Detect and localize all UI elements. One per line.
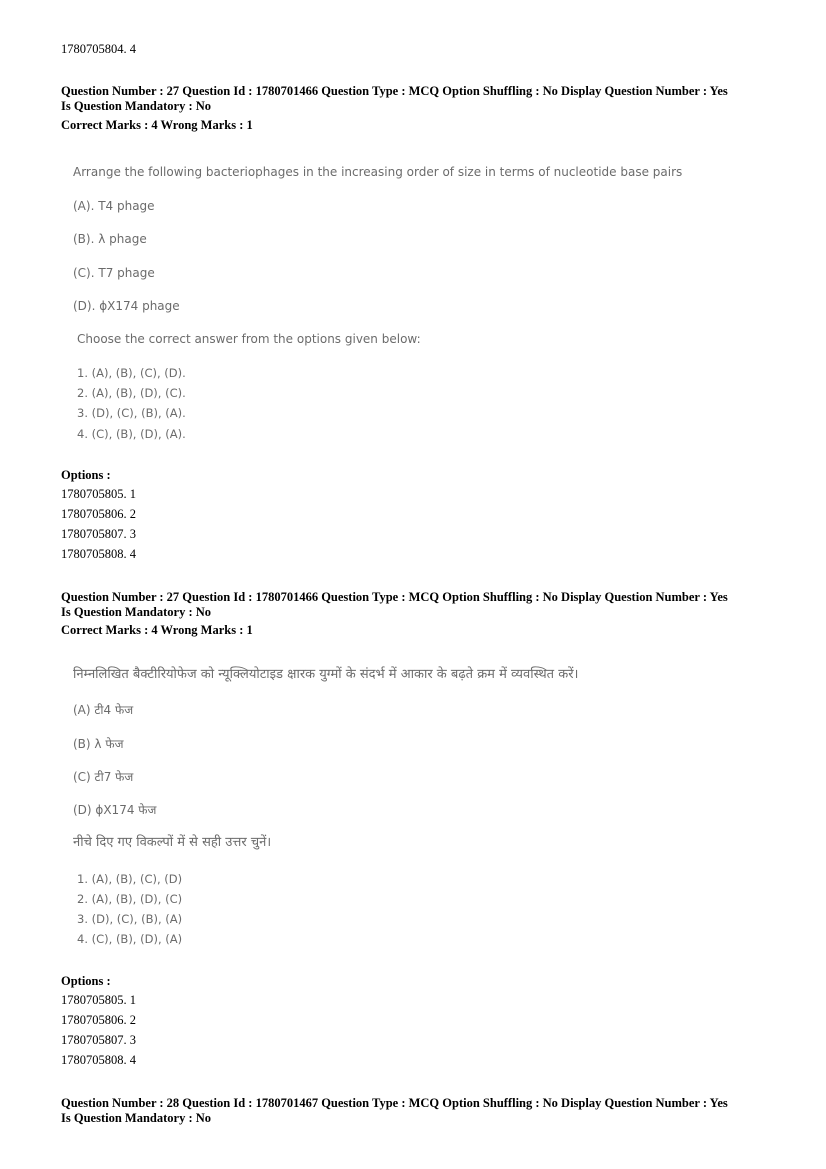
- question-header: Question Number : 27 Question Id : 1780701466 Question Type : MCQ Option Shuffling : No Display Question Number : Yes: [61, 590, 728, 604]
- question-marks: Correct Marks : 4 Wrong Marks : 1: [61, 623, 253, 637]
- answer-choice: 1. (A), (B), (C), (D): [77, 872, 183, 886]
- question-item: (A) टी4 फेज: [73, 703, 134, 717]
- options-label: Options :: [61, 974, 111, 988]
- question-item: (C) टी7 फेज: [73, 770, 134, 784]
- question-header: Question Number : 28 Question Id : 1780701467 Question Type : MCQ Option Shuffling : No Display Question Number : Yes: [61, 1096, 728, 1110]
- question-marks: Correct Marks : 4 Wrong Marks : 1: [61, 118, 253, 132]
- answer-choice: 1. (A), (B), (C), (D).: [77, 366, 186, 380]
- question-item: (B). λ phage: [73, 232, 147, 246]
- question-mandatory: Is Question Mandatory : No: [61, 605, 212, 619]
- question-mandatory: Is Question Mandatory : No: [61, 99, 212, 113]
- answer-choice: 2. (A), (B), (D), (C): [77, 892, 183, 906]
- option-line: 1780705808. 4: [61, 1053, 136, 1067]
- option-line: 1780705806. 2: [61, 1013, 136, 1027]
- question-item: (B) λ फेज: [73, 737, 124, 751]
- answer-choice: 4. (C), (B), (D), (A): [77, 932, 183, 946]
- question-header: Question Number : 27 Question Id : 1780701466 Question Type : MCQ Option Shuffling : No Display Question Number : Yes: [61, 84, 728, 98]
- choose-instruction: नीचे दिए गए विकल्पों में से सही उत्तर चुनें।: [73, 835, 272, 850]
- option-line: 1780705806. 2: [61, 507, 136, 521]
- answer-choice: 2. (A), (B), (D), (C).: [77, 386, 186, 400]
- question-text: Arrange the following bacteriophages in the increasing order of size in terms of nucleotide base pairs: [73, 165, 683, 179]
- option-line: 1780705805. 1: [61, 487, 136, 501]
- previous-option-line: 1780705804. 4: [61, 42, 136, 56]
- question-item: (D). ϕX174 phage: [73, 299, 180, 313]
- answer-choice: 3. (D), (C), (B), (A): [77, 912, 183, 926]
- question-item: (A). T4 phage: [73, 199, 155, 213]
- option-line: 1780705807. 3: [61, 527, 136, 541]
- answer-choice: 3. (D), (C), (B), (A).: [77, 406, 186, 420]
- option-line: 1780705808. 4: [61, 547, 136, 561]
- answer-choice: 4. (C), (B), (D), (A).: [77, 427, 186, 441]
- question-mandatory: Is Question Mandatory : No: [61, 1111, 212, 1125]
- choose-instruction: Choose the correct answer from the options given below:: [77, 332, 421, 346]
- question-text: निम्नलिखित बैक्टीरियोफेज को न्यूक्लियोटाइड क्षारक युग्मों के संदर्भ में आकार के बढ़ते क्रम में व्यवस्थित करें।: [73, 667, 579, 682]
- question-item: (C). T7 phage: [73, 266, 155, 280]
- option-line: 1780705807. 3: [61, 1033, 136, 1047]
- options-label: Options :: [61, 468, 111, 482]
- question-item: (D) ϕX174 फेज: [73, 803, 157, 817]
- option-line: 1780705805. 1: [61, 993, 136, 1007]
